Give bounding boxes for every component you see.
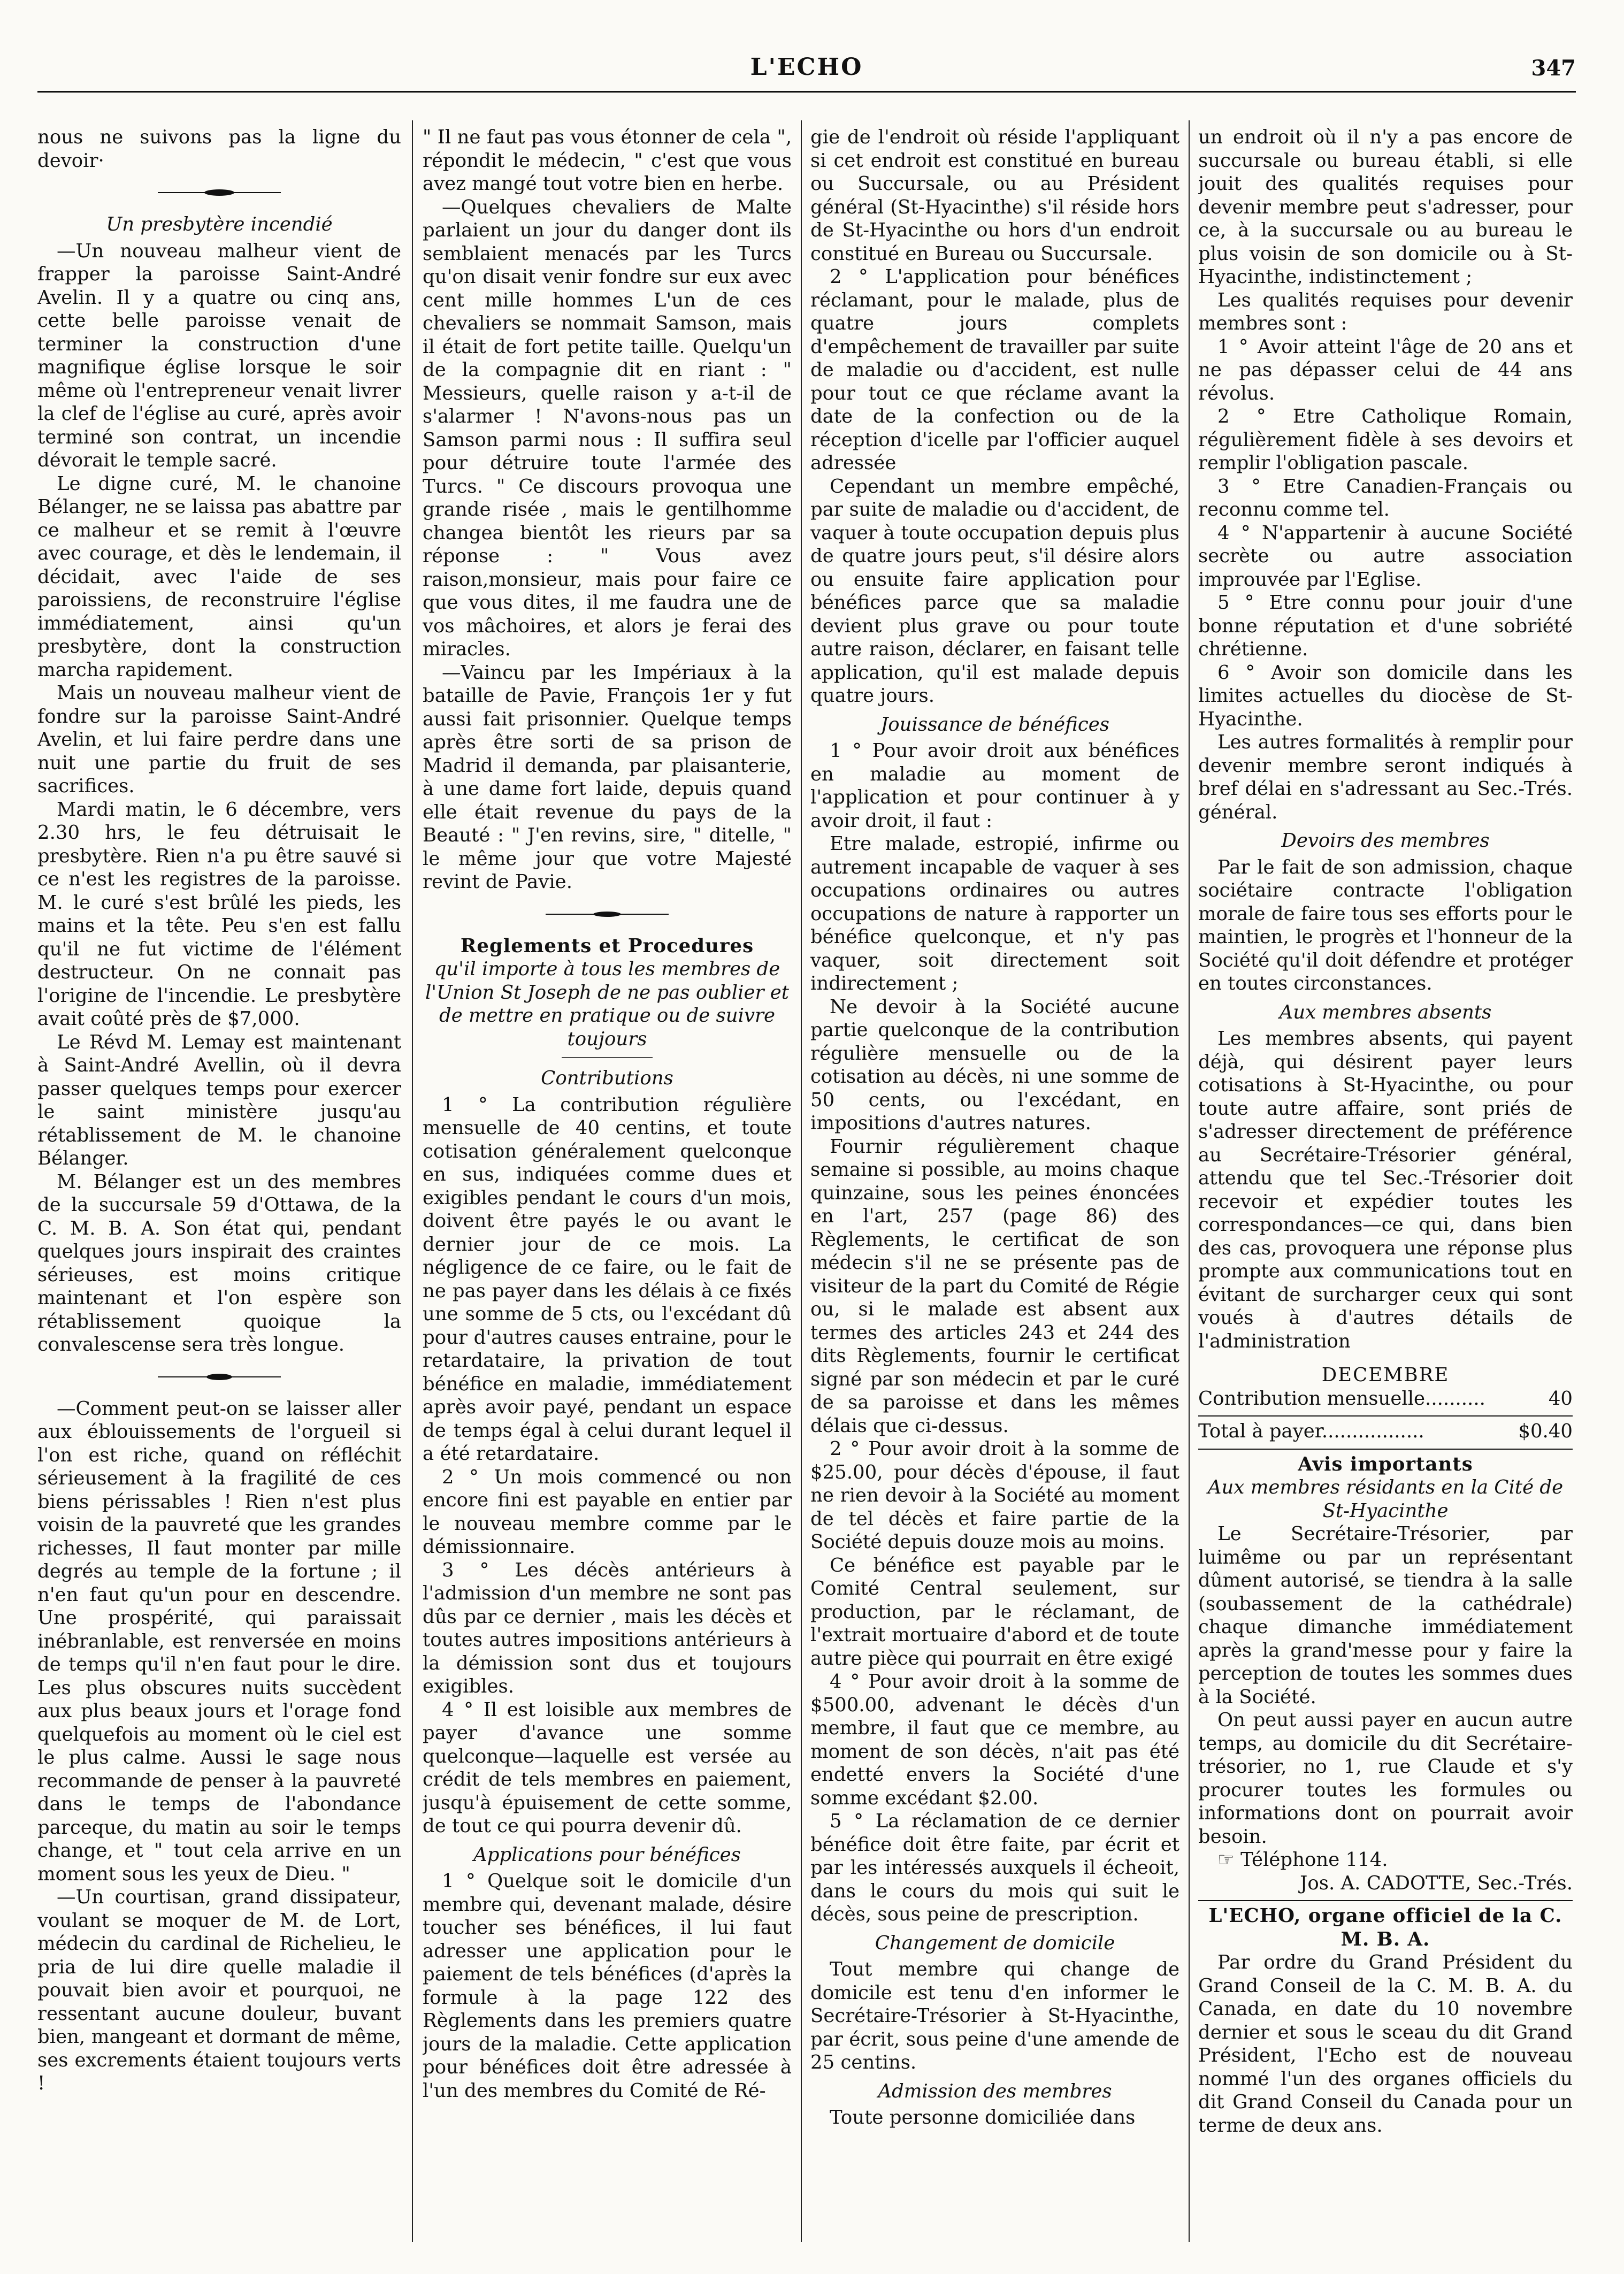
paragraph: Le Révd M. Lemay est maintenant à Saint-André Avellin, où il devra passer quelques temps pour exercer le saint ministère jusqu'au rétablissement de M. le chanoine Bélanger. [37,1031,401,1169]
paragraph: Par ordre du Grand Président du Grand Conseil de la C. M. B. A. du Canada, en date du 10 novembre dernier et sous le sceau du dit Grand Président, l'Echo est de nouveau nommé l'un des organes officiels du dit Grand Conseil du Canada pour un terme de deux ans. [1198,1951,1573,2137]
paragraph: M. Bélanger est un des membres de la succursale 59 d'Ottawa, de la C. M. B. A. Son état qui, pendant quelques jours inspirait des craintes sérieuses, est moins critique maintenant et l'on espère son rétablissement quoique la convalescense sera très longue. [37,1170,401,1356]
paragraph: Les membres absents, qui payent déjà, qui désirent payer leurs cotisations à St-Hyacinthe, ou pour toute autre affaire, sont priés de s'adresser directement de préférence au Secrétaire-Trésorier général, attendu que tel Sec.-Trésorier doit recevoir et expédier toutes les correspondances—ce qui, dans bien des cas, provoquera une réponse plus prompte aux communications tout en évitant de surcharger ceux qui sont voués à d'autres détails de l'administration [1198,1028,1573,1352]
section-heading: L'ECHO, organe officiel de la C. M. B. A. [1208,1905,1562,1950]
paragraph: Mardi matin, le 6 décembre, vers 2.30 hrs, le feu détruisait le presbytère. Rien n'a pu être sauvé si ce n'est les registres de la paroisse. M. le curé s'est brûlé les pieds, les mains et la tête. Peu s'en est fallu qu'il ne fut victime de l'élément destructeur. On ne connait pas l'origine de l'incendie. Le presbytère avait coûté près de $7,000. [37,798,401,1030]
paragraph: —Un nouveau malheur vient de frapper la paroisse Saint-André Avelin. Il y a quatre ou cinq ans, cette belle paroisse venait de terminer la construction d'une magnifique église lorsque le soir même où l'entrepreneur venait livrer la clef de l'église au curé, après avoir terminé son contrat, un incendie dévorait le temple sacré. [37,240,401,471]
paragraph: " Il ne faut pas vous étonner de cela ", répondit le médecin, " c'est que vous avez mangé tout votre bien en herbe. [423,126,792,195]
section-rule [1198,1900,1573,1901]
paragraph: 1 ° Quelque soit le domicile d'un membre qui, devenant malade, désire toucher ses bénéfices, il lui faut adresser une application pour le paiement de tels bénéfices (d'après la formule à la page 122 des Règlements dans les premiers quatre jours de la maladie. Cette application pour bénéfices doit être adressée à l'un des membres du Comité de Ré- [423,1870,792,2102]
section-rule [1198,1449,1573,1450]
paragraph: 4 ° Il est loisible aux membres de payer d'avance une somme quelconque—laquelle est versée au crédit de tels membres en paiement, jusqu'à épuisement de cette somme, de tout ce qui pourra devenir dû. [423,1698,792,1837]
paragraph: 5 ° La réclamation de ce dernier bénéfice doit être faite, par écrit et par les intéressés auxquels il écheoit, dans le cours du mois qui suit le décès, sous peine de prescription. [810,1810,1179,1925]
paragraph: Les qualités requises pour devenir membres sont : [1198,289,1573,334]
paragraph: Les autres formalités à remplir pour devenir membre seront indiqués à bref délai en s'adressant au Sec.-Trés. général. [1198,731,1573,823]
column-4 [1198,126,1573,2242]
total-value: $0.40 [1518,1420,1573,1442]
section-heading: Avis importants [1298,1453,1473,1475]
paragraph: Ce bénéfice est payable par le Comité Central seulement, sur production, par le réclamant, de l'extrait mortuaire d'abord et de toute autre pièce qui pourrait en être exigé [810,1554,1179,1670]
article-heading: Devoirs des membres [1281,830,1490,852]
paragraph: gie de l'endroit où réside l'appliquant si cet endroit est constitué en bureau ou Succursale, ou au Président général (St-Hyacinthe) s'il réside hors de St-Hyacinthe ou hors d'un endroit constitué en Bureau ou Succursale. [810,126,1179,265]
column-2 [423,126,792,2242]
paragraph: Par le fait de son admission, chaque sociétaire contracte l'obligation morale de faire tous ses efforts pour le maintien, le progrès et l'honneur de la Société qu'il doit défendre et protéger en toutes circonstances. [1198,856,1573,994]
telephone-line: ☞ Téléphone 114. [1217,1849,1388,1871]
ornament-divider [158,1373,281,1381]
paragraph: 1 ° Pour avoir droit aux bénéfices en maladie au moment de l'application et pour continuer à y avoir droit, il faut : [810,740,1179,832]
column-divider [412,120,413,2242]
masthead [37,53,1576,96]
paragraph: 4 ° Pour avoir droit à la somme de $500.00, advenant le décès d'un membre, il faut que ce membre, au moment de son décès, n'ait pas été endetté envers la Société d'une somme excédant $2.00. [810,1671,1179,1809]
paragraph: Le digne curé, M. le chanoine Bélanger, ne se laissa pas abattre par ce malheur et se remit à l'œuvre avec courage, et dès le lendemain, il décidait, avec l'aide de ses paroissiens, de reconstruire l'église immédiatement, ainsi qu'un presbytère, dont la construction marcha rapidement. [37,472,401,681]
paragraph: Fournir régulièrement chaque semaine si possible, au moins chaque quinzaine, sous les peines énoncées en l'art, 257 (page 86) des Règlements, le certificat de son médecin s'il ne se présente pas de visiteur de la part du Comité de Régie ou, si le malade est absent aux termes des articles 243 et 244 des dits Règlements, fournir le certificat signé par son médecin et par le curé de sa paroisse et dans les mêmes délais que ci-dessus. [810,1135,1179,1437]
article-heading: Jouissance de bénéfices [880,713,1109,736]
paragraph: 3 ° Etre Canadien-Français ou reconnu comme tel. [1198,475,1573,520]
paragraph: nous ne suivons pas la ligne du devoir· [37,126,401,172]
paragraph: Toute personne domiciliée dans [830,2107,1136,2128]
ornament-divider [562,1054,653,1061]
total-line [1198,1420,1573,1443]
paragraph: Mais un nouveau malheur vient de fondre sur la paroisse Saint-André Avelin, et lui faire perdre dans une nuit une partie du fruit de ses sacrifices. [37,682,401,797]
paragraph: 1 ° La contribution régulière mensuelle de 40 centins, et toute cotisation généralement quelconque en sus, indiquées comme dues et exigibles pendant le cours d'un mois, doivent être payés le ou avant le dernier jour de ce mois. La négligence de ce faire, ou le fait de ne pas payer dans les délais à ce fixés une somme de 5 cts, ou l'excédant dû pour d'autres causes entraine, pour le retardataire, la privation de tout bénéfice en maladie, immédiatement après avoir payé, pendant un espace de temps égal à celui durant lequel il a été retardataire. [423,1093,792,1465]
paragraph: un endroit où il n'y a pas encore de succursale ou bureau établi, si elle jouit des qualités requises pour devenir membre peut s'adresser, pour ce, à la succursale ou au bureau le plus voisin de son domicile ou à St-Hyacinthe, indistinctement ; [1198,126,1573,288]
column-divider [1189,120,1190,2242]
paragraph: —Vaincu par les Impériaux à la bataille de Pavie, François 1er y fut aussi fait prisonnier. Quelque temps après être sorti de sa prison de Madrid il demanda, par plaisanterie, à une dame fort laide, depuis quand elle était revenue du pays de la Beauté : " J'en revins, sire, " ditelle, " le même jour que votre Majesté revint de Pavie. [423,661,792,893]
contribution-value: 40 [1548,1387,1573,1410]
paragraph: Ne devoir à la Société aucune partie quelconque de la contribution régulière mensuelle ou de la cotisation au décès, ni une somme de 50 cents, ou l'excédant, en impositions d'autres natures. [810,996,1179,1134]
signature: Jos. A. CADOTTE, Sec.-Trés. [1300,1872,1573,1894]
paragraph: —Comment peut-on se laisser aller aux éblouissements de l'orgueil si l'on est riche, quand on réfléchit sérieusement à la fragilité de ces biens périssables ! Rien n'est plus voisin de la pauvreté que les grandes richesses, Il faut monter par mille degrés au temple de la fortune ; il n'en faut qu'un pour en descendre. Une prospérité, qui paraissait inébranlable, est renversée en moins de temps qu'il n'en faut pour le dire. Les plus obscures nuits succèdent aux plus beaux jours et l'orage fond quelquefois au moment où le ciel est le plus calme. Aussi le sage nous recommande de penser à la pauvreté dans le temps de l'abondance parceque, du matin au soir le temps change, et " tout cela arrive en un moment sous les yeux de Dieu. " [37,1397,401,1885]
article-heading: Un presbytère incendié [106,213,333,235]
paragraph: 6 ° Avoir son domicile dans les limites actuelles du diocèse de St-Hyacinthe. [1198,661,1573,730]
column-1 [37,126,401,2242]
paragraph: 3 ° Les décès antérieurs à l'admission d'un membre ne sont pas dûs par ce dernier , mais les décès et toutes autres impositions antérieurs à la démission sont dus et toujours exigibles. [423,1559,792,1697]
section-subheading: qu'il importe à tous les membres de l'Union St Joseph de ne pas oublier et de mettre en pratique ou de suivre toujours [425,958,790,1050]
paragraph: —Un courtisan, grand dissipateur, voulant se moquer de M. de Lort, médecin du cardinal de Richelieu, le pria de lui dire quelle maladie il pouvait bien avoir et pourquoi, ne ressentant aucune douleur, buvant bien, mangeant et dormant de même, ses excrements étaient toujours verts ! [37,1886,401,2094]
column-3 [810,126,1179,2242]
paragraph: 2 ° Etre Catholique Romain, régulièrement fidèle à ses devoirs et remplir l'obligation pascale. [1198,405,1573,474]
paragraph: Le Secrétaire-Trésorier, par luimême ou par un représentant dûment autorisé, se tiendra à la salle (soubassement de la cathédrale) chaque dimanche immédiatement après la grand'messe pour y faire la perception de toutes les sommes dues à la Société. [1198,1523,1573,1708]
month-heading: DECEMBRE [1321,1364,1450,1386]
paragraph: 2 ° Un mois commencé ou non encore fini est payable en entier par le nouveau membre comme par le démissionnaire. [423,1466,792,1558]
article-heading: Aux membres absents [1279,1001,1492,1023]
paragraph: 1 ° Avoir atteint l'âge de 20 ans et ne pas dépasser celui de 44 ans révolus. [1198,335,1573,404]
page-title: L'ECHO [750,53,863,81]
paragraph: On peut aussi payer en aucun autre temps, au domicile du dit Secrétaire-trésorier, no 1, rue Claude et s'y procurer toutes les formules ou informations dont on pourrait avoir besoin. [1198,1709,1573,1848]
article-heading: Changement de domicile [875,1932,1115,1954]
column-divider [801,120,802,2242]
paragraph: 5 ° Etre connu pour jouir d'une bonne réputation et d'une sobriété chrétienne. [1198,592,1573,660]
ornament-divider [158,188,281,197]
paragraph: —Quelques chevaliers de Malte parlaient un jour du danger dont ils semblaient menacés par les Turcs qu'on disait venir fondre sur eux avec cent mille hommes L'un de ces chevaliers se nommait Samson, mais il était de fort petite taille. Quelqu'un de la compagnie dit en riant : " Messieurs, quelle raison y a-t-il de s'alarmer ! N'avons-nous pas un Samson parmi nous : Il suffira seul pour détruire toute l'armée des Turcs. " Ce discours provoqua une grande risée , mais le gentilhomme changea bientôt les rieurs par sa réponse : " Vous avez raison,monsieur, mais pour faire ce que vous dites, il me faudra une de vos mâchoires, et alors je ferai des miracles. [423,196,792,660]
paragraph: Tout membre qui change de domicile est tenu d'en informer le Secrétaire-Trésorier à St-Hyacinthe, par écrit, sous peine d'une amende de 25 centins. [810,1958,1179,2073]
paragraph: 4 ° N'appartenir à aucune Société secrète ou autre association improuvée par l'Eglise. [1198,522,1573,591]
paragraph: Cependant un membre empêché, par suite de maladie ou d'accident, de vaquer à toute occupation depuis plus de quatre jours peut, s'il désire alors ou ensuite faire application pour bénéfices parce que sa maladie devient plus grave ou pour toute autre raison, déclarer, en faisant telle application, qu'il est malade depuis quatre jours. [810,475,1179,707]
total-rule [1198,1415,1573,1417]
contribution-label: Contribution mensuelle.......... [1198,1387,1485,1410]
article-heading: Applications pour bénéfices [473,1843,741,1866]
paragraph: 2 ° Pour avoir droit à la somme de $25.00, pour décès d'épouse, il faut ne rien devoir à la Société au moment de tel décès et faire partie de la Société depuis douze mois au moins. [810,1438,1179,1553]
article-heading: Contributions [541,1067,673,1089]
ornament-divider [546,910,669,918]
page-number: 347 [1531,56,1576,81]
section-subheading: Aux membres résidants en la Cité de St-Hyacinthe [1207,1476,1564,1522]
contribution-line [1198,1387,1573,1411]
paragraph: 2 ° L'application pour bénéfices réclamant, pour le malade, plus de quatre jours complets d'empêchement de travailler par suite de maladie ou d'accident, est nulle pour tout ce que réclame avant la date de la confection ou de la réception d'icelle par l'officier auquel adressée [810,266,1179,474]
total-label: Total à payer................. [1198,1420,1424,1442]
article-heading: Admission des membres [878,2080,1112,2102]
section-heading: Reglements et Procedures [460,935,754,957]
paragraph: Etre malade, estropié, infirme ou autrement incapable de vaquer à ses occupations ordinaires ou autres occupations de nature à rapporter un bénéfice quelconque, et n'y pas vaquer, soit directement soit indirectement ; [810,833,1179,994]
header-rule [37,91,1576,93]
